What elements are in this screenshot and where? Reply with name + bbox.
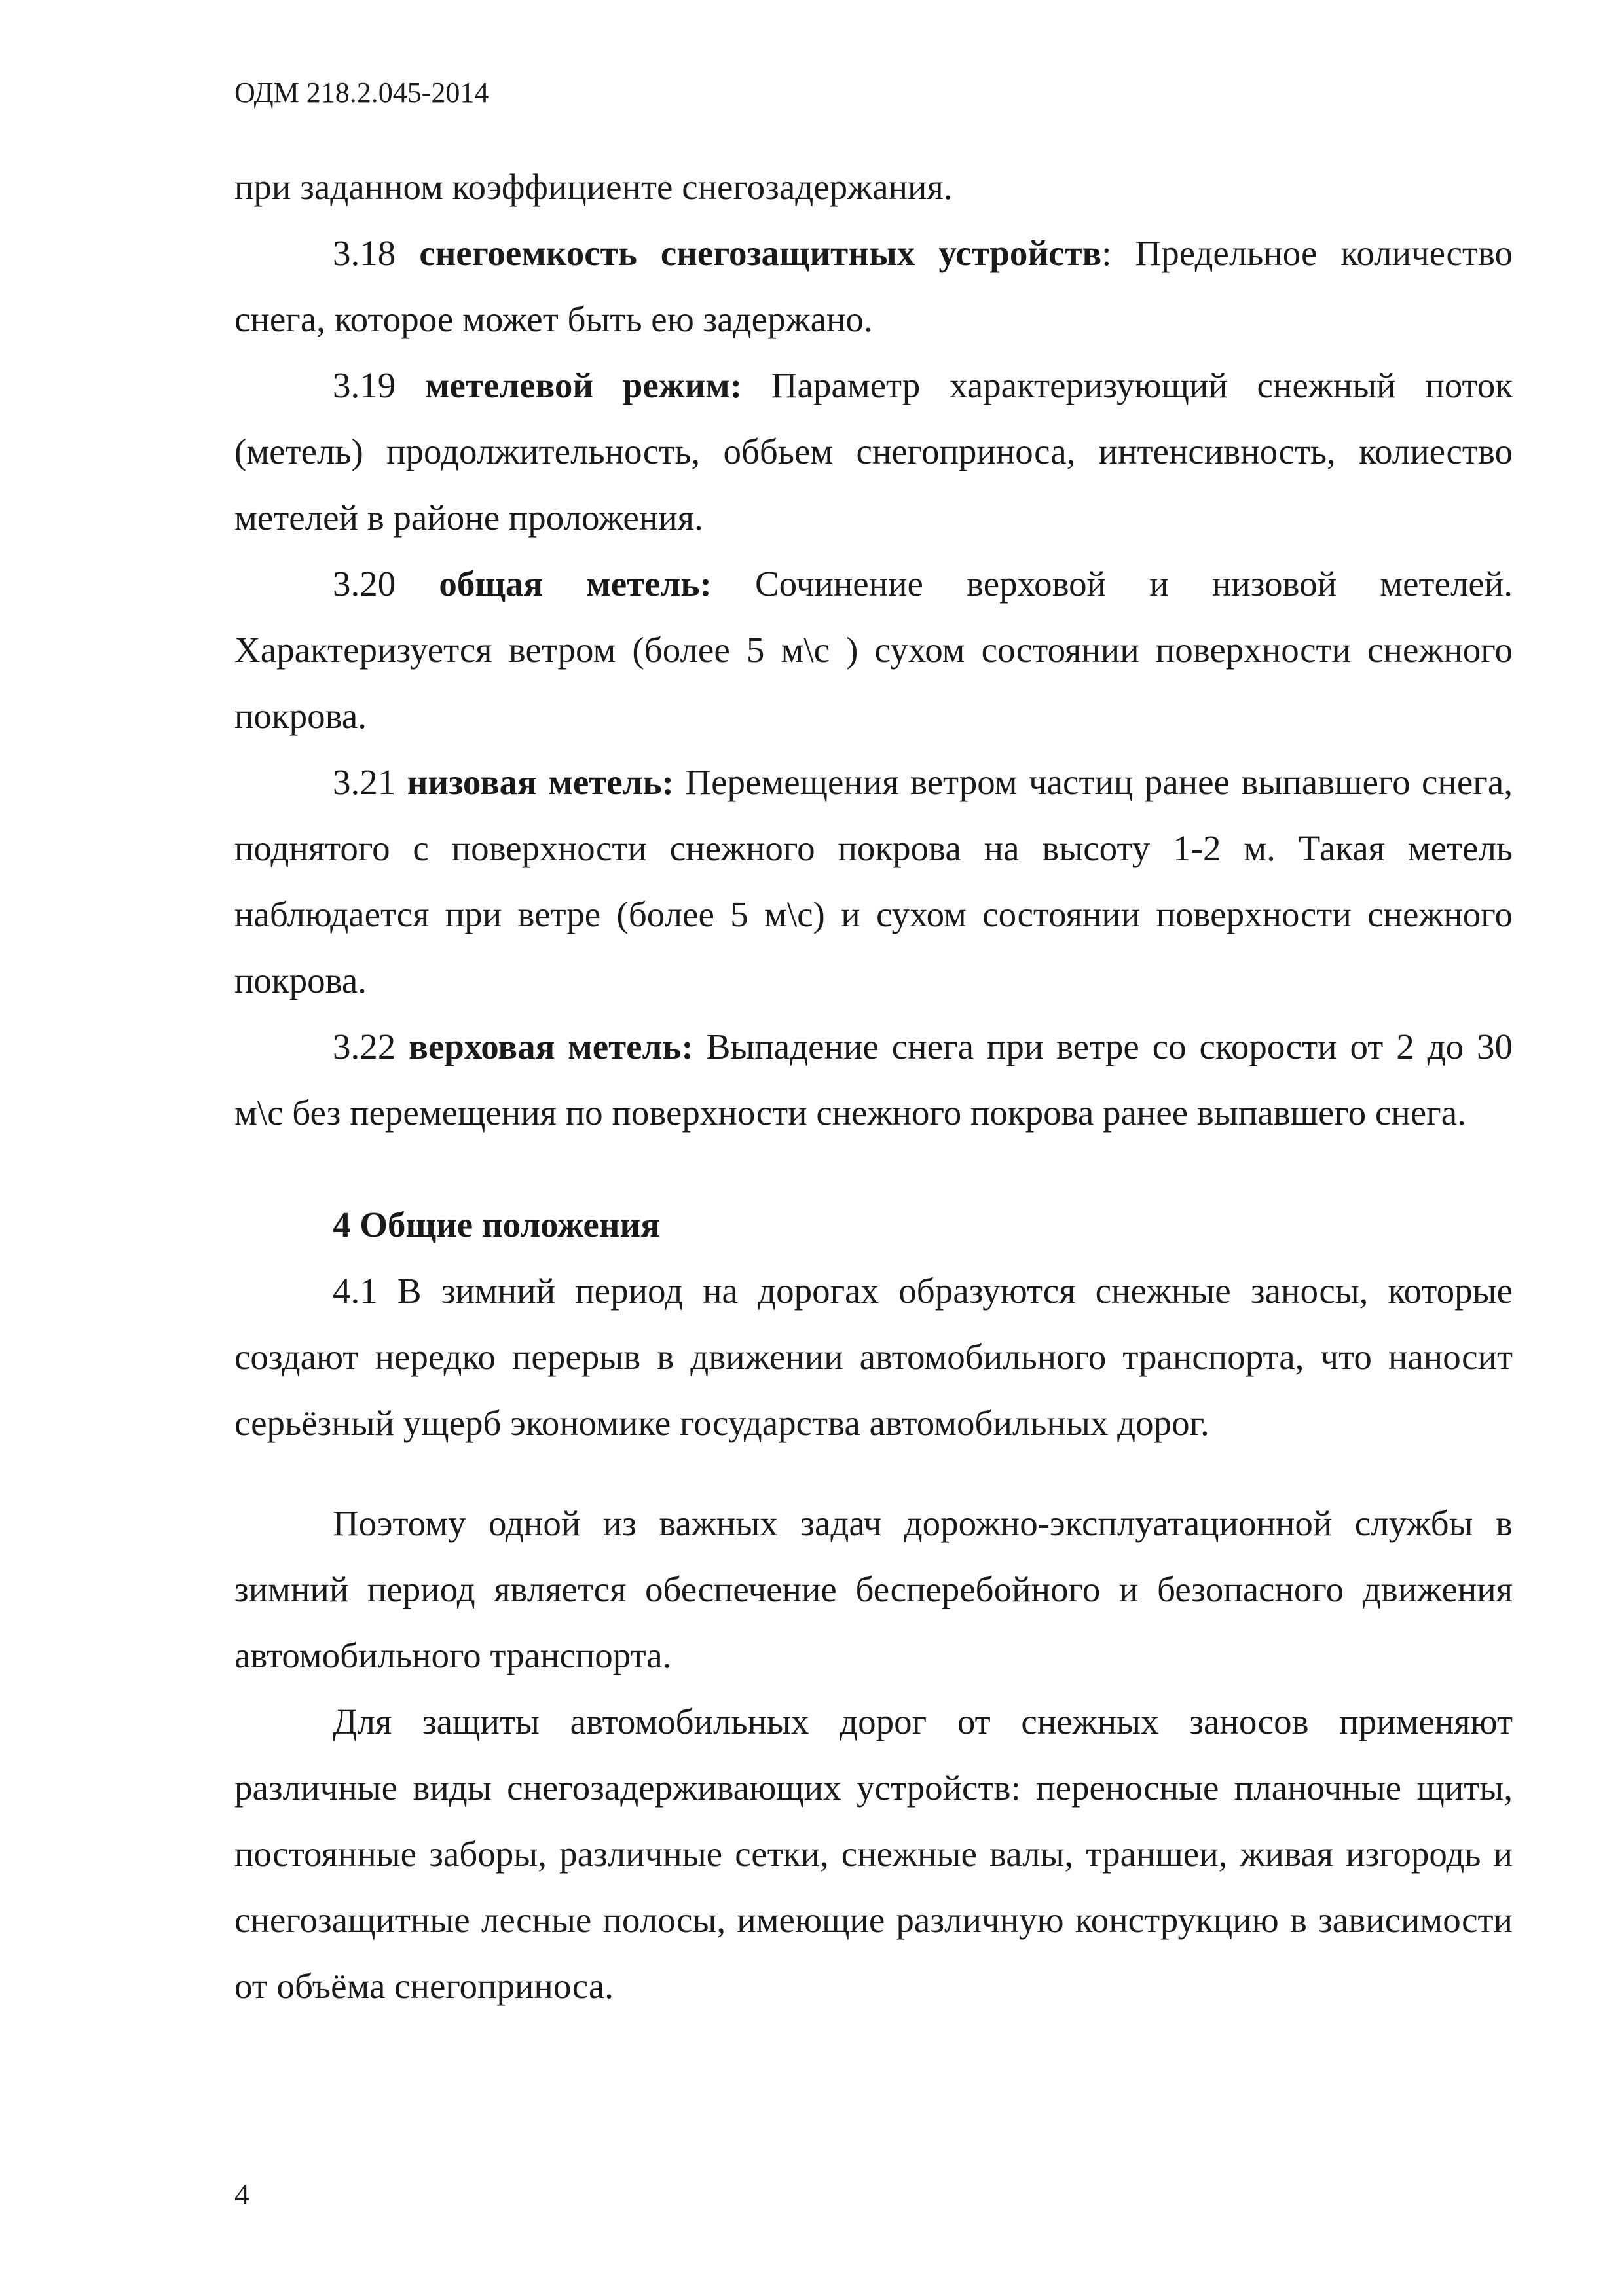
paragraph-therefore: Поэтому одной из важных задач дорожно-эксплуатационной службы в зимний период является обеспечение бесперебойного и безопасного движения автомобильного транспорта. <box>234 1503 1513 1675</box>
clause-number: 3.20 <box>333 564 396 604</box>
clause-number: 3.21 <box>333 762 396 802</box>
definition-3-22 <box>234 1013 1513 1146</box>
clause-4-1: 4.1 В зимний период на дорогах образуются снежные заносы, которые создают нередко перерыв в движении автомобильного транспорта, что наносит серьёзный ущерб экономике государства автомобильных дорог. <box>234 1271 1513 1443</box>
document-body <box>234 154 1513 2019</box>
paragraph-spacer <box>234 1456 1513 1470</box>
continuation-paragraph: при заданном коэффициенте снегозадержания. <box>234 167 953 207</box>
definition-3-19 <box>234 352 1513 551</box>
definition-text: Предельное количество снега, которое может быть ею задержано. <box>234 233 1513 339</box>
term-upper-blizzard: верховая метель: <box>409 1027 693 1066</box>
term-ground-blizzard: низовая метель: <box>407 762 674 802</box>
definition-3-18 <box>234 220 1513 352</box>
section-4-heading: 4 Общие положения <box>333 1205 660 1245</box>
clause-number: 3.22 <box>333 1027 396 1066</box>
definition-3-21 <box>234 749 1513 1013</box>
clause-number: 3.19 <box>333 365 396 405</box>
term-separator: : <box>1101 233 1112 273</box>
definition-text: Параметр характеризующий снежный поток (метель) продолжительность, оббьем снегоприноса, интенсивность, колиество метелей в районе проложения. <box>234 365 1513 538</box>
term-blizzard-regime: метелевой режим: <box>424 365 743 405</box>
definition-text: Перемещения ветром частиц ранее выпавшего снега, поднятого с поверхности снежного покрова на высоту 1-2 м. Такая метель наблюдается при ветре (более 5 м\с) и сухом состоянии поверхности снежного покрова. <box>234 762 1513 1000</box>
definition-text: Выпадение снега при ветре со скорости от 2 до 30 м\с без перемещения по поверхности снежного покрова ранее выпавшего снега. <box>234 1027 1513 1133</box>
definition-3-20 <box>234 551 1513 749</box>
paragraph-protection-devices: Для защиты автомобильных дорог от снежных заносов применяют различные виды снегозадерживающих устройств: переносные планочные щиты, постоянные заборы, различные сетки, снежные валы, траншеи, живая изгородь и снегозащитные лесные полосы, имеющие различную конструкцию в зависимости от объёма снегоприноса. <box>234 1702 1513 2006</box>
clause-number: 3.18 <box>333 233 396 273</box>
page-number: 4 <box>234 2178 249 2211</box>
term-snow-capacity: снегоемкость снегозащитных устройств <box>419 233 1102 273</box>
definition-text: Сочинение верховой и низовой метелей. Характеризуется ветром (более 5 м\с ) сухом состоянии поверхности снежного покрова. <box>234 564 1513 736</box>
term-general-blizzard: общая метель: <box>439 564 712 604</box>
document-code-header: ОДМ 218.2.045-2014 <box>234 77 489 109</box>
